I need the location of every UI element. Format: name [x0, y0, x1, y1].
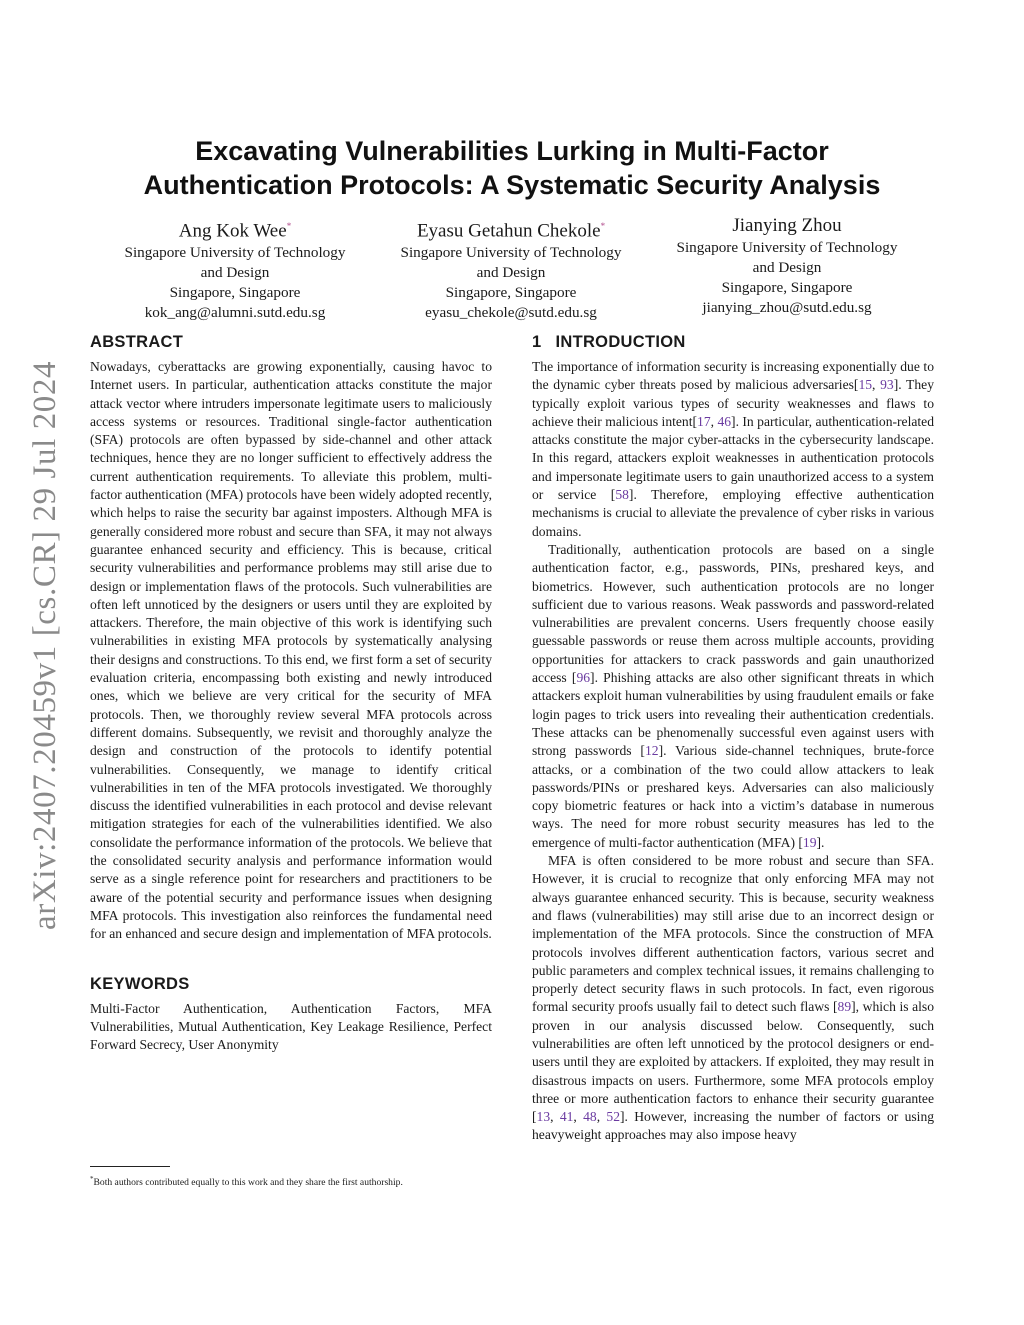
arxiv-identifier: arXiv:2407.20459v1 [cs.CR] 29 Jul 2024	[27, 360, 63, 930]
citation-link[interactable]: 41	[559, 1109, 574, 1125]
citation-link[interactable]: 19	[802, 834, 817, 850]
author-3-email: jianying_zhou@sutd.edu.sg	[702, 299, 872, 316]
abstract-text: Nowadays, cyberattacks are growing exponentially, causing havoc to Internet users. In particular, authentication attacks constitute the major attack vector where intruders impersonate legitimate users to maliciously access systems or resources. Traditional single-factor authentication (SFA) protocols are often bypassed by side-channel and other attack techniques, hence they are no longer sufficient to effectively address the current authentication requirements. To alleviate this problem, multi-factor authentication (MFA) protocols have been widely adopted recently, which helps to raise the security bar against imposters. Although MFA is generally considered more robust and secure than SFA, it may not always guarantee enhanced security and efficiency. This is because, critical security vulnerabilities and performance problems may still arise due to design or implementation flaws of the protocols. Such vulnerabilities are often left unnoticed by the designers or users until they are exploited by attackers. Therefore, the main objective of this work is identifying such vulnerabilities in existing MFA protocols by systematically analysing their designs and constructions. To this end, we first form a set of security evaluation criteria, encompassing both existing and newly introduced ones, which we believe are very critical for the security of MFA protocols. Then, we thoroughly review several MFA protocols across different domains. Subsequently, we revisit and thoroughly analyze the design and construction of the protocols to identify potential vulnerabilities. Consequently, we manage to identify critical vulnerabilities in ten of the MFA protocols investigated. We thoroughly discuss the identified vulnerabilities in each protocol and devise relevant mitigation strategies for each of the vulnerabilities identified. We also consolidate the performance information of the protocols. We believe that the consolidated security analysis and performance information would serve as a single reference point for researchers and practitioners to be aware of the potential security and performance issues when designing MFA protocols. This investigation also reinforces the fundamental need for an enhanced and secure design and implementation of MFA protocols.	[90, 359, 492, 942]
author-1-name: Ang Kok Wee	[178, 220, 287, 242]
author-2-affiliation: Singapore University of Technology	[400, 244, 622, 262]
text-run: ,	[710, 413, 718, 429]
intro-paragraph-2	[532, 541, 934, 852]
citation-link[interactable]: 15	[858, 377, 873, 393]
citation-link[interactable]: 89	[837, 999, 852, 1015]
text-run: MFA is often considered to be more robust and secure than SFA. However, it is crucial to recognize that only enforcing MFA may not always guarantee enhanced security. This is because, security weakness and flaws (vulnerabilities) may still arise due to an incorrect design or implementation of the MFA protocols. Since the construction of MFA protocols involves different authentication factors, various secret and public parameters and complex technical issues, it remains challenging to properly detect security flaws in such protocols. In fact, even rigorous formal security proofs usually fail to detect such flaws [	[532, 853, 934, 1015]
section-number: 1	[532, 333, 542, 351]
author-2-name: Eyasu Getahun Chekole	[416, 220, 601, 242]
abstract-heading: ABSTRACT	[90, 333, 184, 351]
footnote	[90, 1173, 500, 1189]
text-run: ,	[573, 1109, 584, 1125]
keywords-heading: KEYWORDS	[90, 974, 190, 993]
text-run: Traditionally, authentication protocols are based on a single authentication factor, e.g., passwords, PINs, preshared keys, and biometrics. However, such authentication protocols are no longer sufficient due to various reasons. Weak passwords and password-related vulnerabilities are prevalent concerns. Users frequently choose easily guessable passwords or reuse them across multiple accounts, providing opportunities for attackers to crack passwords and gain unauthorized access [	[532, 541, 934, 686]
keywords-text: Multi-Factor Authentication, Authentication Factors, MFA Vulnerabilities, Mutual Authentication, Key Leakage Resilience, Perfect Forward Secrecy, User Anonymity	[90, 1000, 492, 1053]
intro-paragraph-3	[532, 852, 934, 1145]
text-run: ]. They typically exploit various types of security weaknesses and flaws to achieve their malicious intent[	[532, 377, 934, 429]
author-1-email: kok_ang@alumni.sutd.edu.sg	[144, 304, 326, 322]
text-run: ].	[816, 834, 825, 850]
right-column	[532, 332, 934, 1145]
citation-link[interactable]: 93	[880, 377, 894, 393]
text-run: ,	[596, 1109, 607, 1125]
equal-contribution-mark: *	[286, 221, 292, 231]
text-run: ]. In particular, authentication-related attacks constitute the major cyber-attacks in the cybersecurity landscape. In this regard, attackers exploit weaknesses in authentication protocols and impersonate legitimate users to gain unauthorized access to a system or service [	[532, 413, 935, 503]
author-3	[652, 214, 922, 318]
author-1	[100, 214, 370, 323]
text-run: ]. Therefore, employing effective authentication mechanisms is crucial to alleviate the prevalence of cyber risks in various domains.	[532, 487, 934, 539]
footnote-mark: *	[90, 1175, 94, 1183]
text-run: ]. Phishing attacks are also other significant threats in which attackers exploit human vulnerabilities by using fraudulent emails or fake login pages to trick users into revealing their authentication credentials. These attacks can be phenomenally successful even against users with strong passwords [	[532, 670, 934, 759]
text-run: ]. However, increasing the number of factors or using heavyweight approaches may also impose heavy	[532, 1109, 935, 1143]
left-column	[90, 332, 492, 1054]
text-run: ,	[872, 377, 881, 393]
section-heading-introduction	[532, 332, 934, 352]
citation-link[interactable]: 12	[644, 743, 659, 759]
text-run: The importance of information security is increasing exponentially due to the dynamic cyber threats posed by malicious adversaries[	[532, 359, 934, 393]
citation-link[interactable]: 46	[717, 413, 732, 429]
intro-paragraph-1	[532, 358, 934, 541]
title-line-2: Authentication Protocols: A Systematic Security Analysis	[143, 170, 881, 200]
text-run: ], which is also proven in our analysis discussed below. Consequently, such vulnerabilities are often left unnoticed by the protocol designers or end-users until they are exploited by attackers. If exploited, they may result in disastrous impacts on users. Furthermore, some MFA protocols employ three or more authentication factors to enhance their security guarantee [	[532, 999, 934, 1125]
author-3-affiliation-cont: and Design	[752, 259, 822, 276]
author-3-location: Singapore, Singapore	[721, 279, 853, 296]
footnote-rule	[90, 1166, 170, 1167]
footnote-text: Both authors contributed equally to this work and they share the first authorship.	[93, 1177, 403, 1189]
citation-link[interactable]: 96	[576, 670, 591, 686]
citation-link[interactable]: 58	[615, 487, 629, 503]
author-3-affiliation: Singapore University of Technology	[676, 239, 898, 256]
author-2-affiliation-cont: and Design	[476, 264, 546, 282]
citation-link[interactable]: 17	[697, 413, 711, 429]
author-2	[376, 214, 646, 323]
author-2-location: Singapore, Singapore	[445, 284, 577, 302]
paper-title	[90, 134, 934, 202]
citation-link[interactable]: 13	[536, 1109, 551, 1125]
author-1-affiliation-cont: and Design	[200, 264, 270, 282]
text-run: ]. Various side-channel techniques, brute-force attacks, or a combination of the two could allow attackers to leak passwords/PINs or preshared keys. Adversaries can also maliciously copy biometric features or hack into a victim’s database in numerous ways. The need for more robust security measures has led to the emergence of multi-factor authentication (MFA) [	[532, 743, 934, 850]
author-3-name: Jianying Zhou	[732, 215, 842, 236]
citation-link[interactable]: 48	[583, 1109, 597, 1125]
author-2-email: eyasu_chekole@sutd.edu.sg	[425, 304, 597, 322]
text-run: ,	[550, 1109, 560, 1125]
section-title: INTRODUCTION	[555, 333, 686, 351]
author-1-affiliation: Singapore University of Technology	[124, 244, 346, 262]
citation-link[interactable]: 52	[606, 1109, 621, 1125]
title-line-1: Excavating Vulnerabilities Lurking in Multi-Factor	[195, 136, 829, 166]
author-block	[100, 214, 924, 324]
author-1-location: Singapore, Singapore	[169, 284, 301, 302]
equal-contribution-mark: *	[600, 221, 606, 231]
